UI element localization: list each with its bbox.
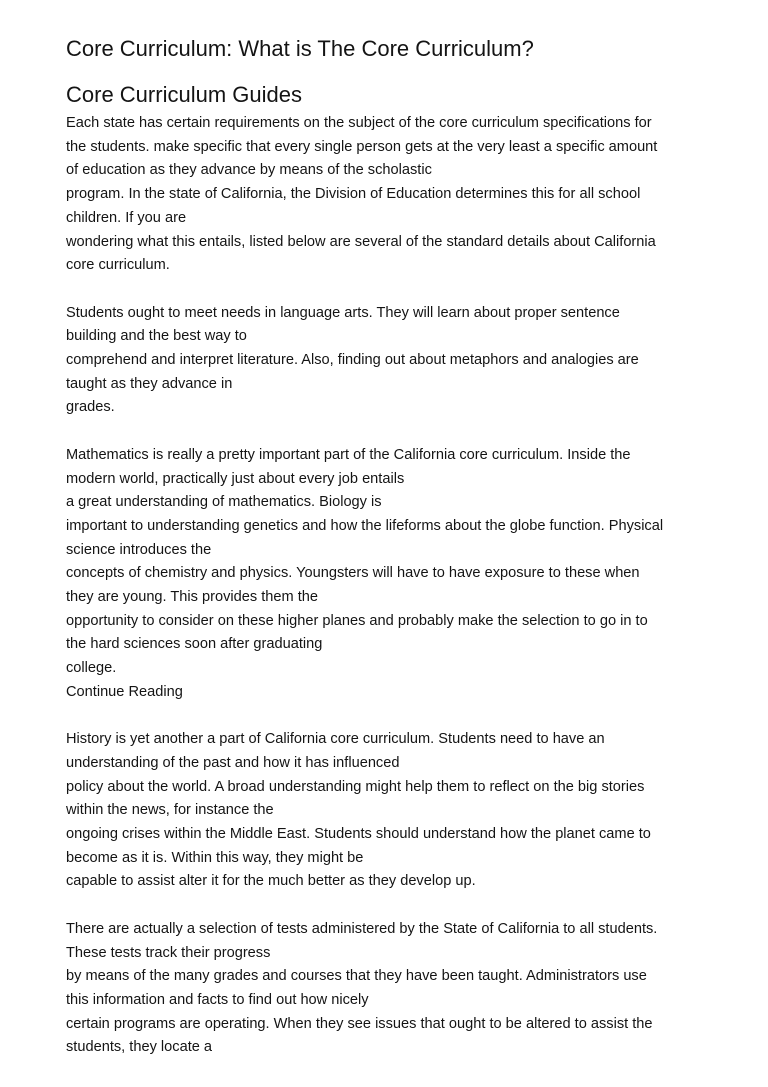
text-line: grades. xyxy=(66,399,115,416)
text-line: students, they locate a xyxy=(66,1039,213,1056)
text-line: wondering what this entails, listed below are several of the standard details about California xyxy=(66,233,656,250)
section-heading: Core Curriculum Guides xyxy=(66,82,302,107)
text-line: taught as they advance in xyxy=(66,375,233,392)
text-line: understanding of the past and how it has influenced xyxy=(66,754,400,771)
paragraph-tests xyxy=(66,918,716,1060)
text-line: certain programs are operating. When they see issues that ought to be altered to assist the xyxy=(66,1015,653,1032)
text-line: Each state has certain requirements on the subject of the core curriculum specifications for xyxy=(66,115,652,131)
text-line: Mathematics is really a pretty important part of the California core curriculum. Inside the xyxy=(66,446,631,463)
text-line: by means of the many grades and courses that they have been taught. Administrators use xyxy=(66,968,647,985)
paragraph-history xyxy=(66,728,716,894)
text-line: policy about the world. A broad understanding might help them to reflect on the big stories xyxy=(66,778,645,795)
paragraph-intro xyxy=(66,112,716,278)
text-line: the hard sciences soon after graduating xyxy=(66,636,323,653)
text-line: within the news, for instance the xyxy=(66,802,274,819)
text-line: science introduces the xyxy=(66,541,212,558)
text-line: modern world, practically just about every job entails xyxy=(66,470,405,487)
document-page xyxy=(66,34,716,1084)
text-line: concepts of chemistry and physics. Youngsters will have to have exposure to these when xyxy=(66,565,640,582)
text-line: These tests track their progress xyxy=(66,944,271,961)
text-line: program. In the state of California, the Division of Education determines this for all school xyxy=(66,186,641,203)
paragraph-mathematics xyxy=(66,444,716,705)
continue-reading-link[interactable]: Continue Reading xyxy=(66,683,183,700)
text-line: History is yet another a part of California core curriculum. Students need to have an xyxy=(66,731,605,748)
text-line: capable to assist alter it for the much better as they develop up. xyxy=(66,873,476,890)
text-line: college. xyxy=(66,660,117,677)
text-line: a great understanding of mathematics. Biology is xyxy=(66,494,382,511)
text-line: comprehend and interpret literature. Also, finding out about metaphors and analogies are xyxy=(66,352,639,369)
text-line: children. If you are xyxy=(66,209,187,226)
page-title: Core Curriculum: What is The Core Curriculum? xyxy=(66,36,534,61)
text-line: There are actually a selection of tests administered by the State of California to all students. xyxy=(66,920,658,937)
text-line: important to understanding genetics and how the lifeforms about the globe function. Physical xyxy=(66,517,664,534)
text-line: this information and facts to find out how nicely xyxy=(66,991,369,1008)
text-line: the students. make specific that every single person gets at the very least a specific amount xyxy=(66,138,658,155)
text-line: building and the best way to xyxy=(66,328,247,345)
text-line: they are young. This provides them the xyxy=(66,589,319,606)
text-line: opportunity to consider on these higher planes and probably make the selection to go in to xyxy=(66,612,648,629)
text-line: become as it is. Within this way, they might be xyxy=(66,849,364,866)
text-line: of education as they advance by means of the scholastic xyxy=(66,162,432,179)
text-line: ongoing crises within the Middle East. Students should understand how the planet came to xyxy=(66,826,651,843)
text-line: Students ought to meet needs in language arts. They will learn about proper sentence xyxy=(66,304,620,321)
paragraph-language-arts xyxy=(66,302,716,421)
text-line: core curriculum. xyxy=(66,257,170,274)
